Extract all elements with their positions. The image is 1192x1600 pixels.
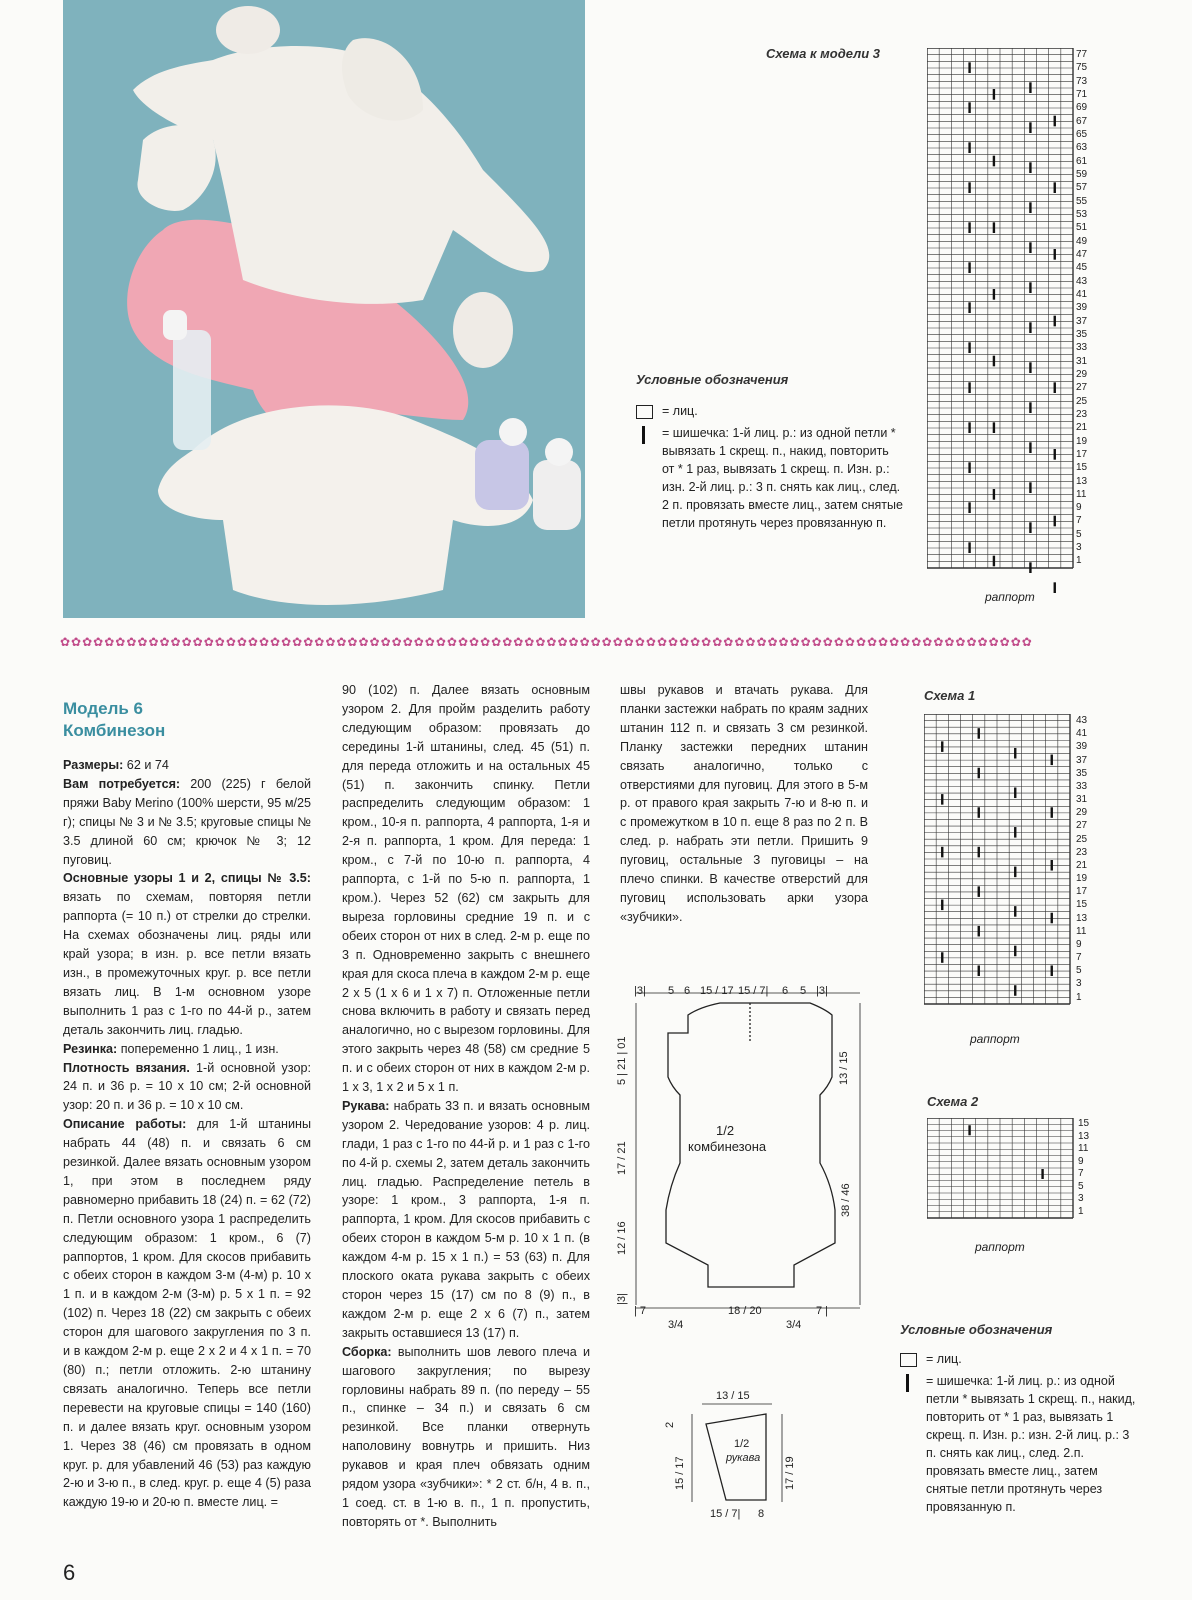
row-number: 45 [1076,262,1088,274]
model-number: Модель 6 [63,699,143,718]
column-2 [342,681,590,1532]
row-number: 41 [1076,288,1088,300]
bobble-mark [1029,82,1031,93]
row-number: 7 [1078,1168,1084,1179]
bobble-symbol-icon [906,1374,909,1392]
row-number: 59 [1076,168,1088,180]
bobble-mark [1029,362,1031,373]
bobble-mark [941,900,943,911]
body-top-dim-4: 15 / 17 [700,985,734,997]
bobble-mark [968,142,970,153]
row-number: 51 [1076,222,1088,234]
bobble-mark [968,502,970,513]
row-number: 3 [1078,1193,1084,1204]
bobble-mark [941,794,943,805]
schema1-grid [924,714,1072,1028]
bobble-mark [993,289,995,300]
row-number: 61 [1076,155,1088,167]
bobble-mark [1029,402,1031,413]
body-top-dim-5: 15 / 7| [738,985,769,997]
schema3-title: Схема к модели 3 [766,46,881,61]
row-number: 15 [1076,462,1088,474]
legend-bottom-bobble-text: = шишечка: 1-й лиц. р.: из одной петли * вывязать 1 скрещ. п., накид, повторить от * 1 раз, вывязать 1 скрещ. п. Изн. р.: изн. 2-й лиц. р.: 3 п. снять как лиц., след. 2.п. провязать вместе лиц., затем снятые петли протянуть через провязанную п. [926,1374,1136,1514]
bobble-mark [968,422,970,433]
body-bottom-dim-1: | 7 [634,1305,647,1317]
row-number: 13 [1078,1130,1090,1142]
row-number: 63 [1076,142,1088,154]
row-number: 77 [1076,49,1088,60]
patterns-text: вязать по схемам, повторяя петли раппорта (= 10 п.) от стрелки до стрелки. На схемах обозначены лиц. ряды или край узора; в изн. р. все петли вязать изн., в промежуточных круг. р. все петли вязать лиц. В 1-м основном узоре выполнить 1 раз с 1-го по 44-й р., затем деталь закончить лиц. гладью. [63,890,311,1037]
bobble-mark [978,768,980,779]
bobble-mark [941,952,943,963]
schema2-row-numbers [1078,1118,1089,1218]
rib-text: попеременно 1 лиц., 1 изн. [117,1041,279,1056]
bobble-mark [978,847,980,858]
row-number: 31 [1076,355,1088,367]
row-number: 7 [1076,515,1082,527]
gauge-text: 1-й основной узор: 24 п. и 36 р. = 10 х 10 см; 2-й основной узор: 20 п. и 36 р. = 10 х 10 см. [63,1060,311,1113]
bobble-mark [1029,322,1031,333]
bobble-mark [1041,1169,1043,1179]
row-number: 5 [1076,528,1082,540]
body-top-dim-7: 5 [800,985,807,997]
rib-label: Резинка: [63,1041,118,1056]
bobble-mark [968,302,970,313]
row-number: 71 [1076,88,1088,100]
row-number: 47 [1076,248,1088,260]
bobble-mark [993,556,995,567]
bobble-mark [1051,965,1053,976]
row-number: 73 [1076,75,1088,87]
materials-text: 200 (225) г белой пряжи Baby Merino (100% шерсти, 95 м/25 г); спицы № 3 и № 3.5; круговые спицы № 3.5 длиной 60 см; крючок № 3; 12 пуговиц. [63,776,312,867]
bobble-mark [1029,162,1031,173]
decorative-divider: ✿✿✿✿✿✿✿✿✿✿✿✿✿✿✿✿✿✿✿✿✿✿✿✿✿✿✿✿✿✿✿✿✿✿✿✿✿✿✿✿✿✿✿✿✿✿✿✿✿✿✿✿✿✿✿✿✿✿✿✿✿✿✿✿✿✿✿✿✿✿✿✿✿✿✿✿✿✿✿✿✿✿✿✿✿✿✿✿ [60,635,1033,649]
legend-bottom-knit [900,1350,1136,1368]
bobble-symbol-icon [642,426,645,444]
row-number: 69 [1076,102,1088,114]
bobble-mark [978,728,980,739]
bobble-mark [1029,442,1031,453]
legend-bottom-knit-text: = лиц. [926,1352,962,1366]
bobble-mark [1029,522,1031,533]
bobble-mark [993,89,995,100]
column-1 [63,698,311,1512]
schema2-rapport-label: раппорт [975,1240,1025,1254]
bobble-mark [1014,985,1016,996]
bobble-mark [968,262,970,273]
schema2-title: Схема 2 [927,1094,979,1109]
bobble-mark [1051,913,1053,924]
row-number: 1 [1078,1205,1084,1217]
row-number: 29 [1076,807,1088,819]
schema2-grid [927,1118,1075,1220]
row-number: 33 [1076,780,1088,792]
bobble-mark [1014,906,1016,917]
body-pattern-diagram [616,985,880,1335]
sleeves-label: Рукава: [342,1098,390,1113]
bobble-mark [1054,249,1056,260]
bobble-mark [1054,116,1056,127]
page-number: 6 [63,1560,76,1585]
sleeve-pattern-diagram [664,1390,822,1530]
bobble-mark [1014,827,1016,838]
row-number: 13 [1076,475,1088,487]
bobble-mark [968,382,970,393]
bobble-mark [1054,382,1056,393]
legend-top-title: Условные обозначения [636,372,789,387]
sleeve-label-name: рукава [726,1452,761,1464]
sizes-label: Размеры: [63,758,124,772]
row-number: 55 [1076,195,1088,207]
row-number: 75 [1076,62,1088,74]
body-bottom-dim-2: 18 / 20 [728,1305,762,1317]
body-left-dim-4: |3| [616,1293,628,1305]
bobble-mark [993,422,995,433]
patterns-label: Основные узоры 1 и 2, спицы № 3.5: [63,871,311,886]
row-number: 25 [1076,395,1088,407]
row-number: 49 [1076,235,1088,247]
bobble-mark [978,965,980,976]
row-number: 5 [1076,965,1082,977]
bobble-mark [1014,748,1016,759]
body-top-dim-1: |3| [634,985,646,997]
row-number: 11 [1078,1143,1089,1154]
row-number: 1 [1076,555,1082,567]
row-number: 11 [1076,925,1087,937]
bobble-mark [1014,946,1016,957]
column-2-paragraph: 90 (102) п. Далее вязать основным узором 2. Для пройм разделить работу следующим образом: провязать до середины 1-й штанины, след. 45 (51) п. для переда отложить и на остальных 45 (51) п. закончить спинку. Петли распределить следующим образом: 1 кром., 10-я п. раппорта, 4 раппорта, 1-я и 2-я п. раппорта, 1 кром. Для переда: 1 кром., с 7-й по 10-ю п. раппорта, 4 раппорта, с 1-й по 5-ю п. раппорта, 1 кром.). Через 52 (62) см закрыть для выреза горловины средние 19 п. и с обеих сторон от них в след. 2-м р. еще по 3 п. Одновременно закрыть с внешнего края для скоса плеча в каждом 2-м р. еще 2 х 5 (1 х 6 и 1 х 7) п. Отложенные петли снова включить в работу и связать перед аналогично, но с вырезом горловины. Для этого закрыть через 48 (58) см средние 5 п. и с обеих сторон от них в каждом 2-м р. 1 х 3, 1 х 2 и 5 х 1 п. [342,683,590,1095]
bobble-mark [1054,316,1056,327]
body-left-dim-1: 5 | 21 | 01 [616,1036,628,1085]
row-number: 11 [1076,488,1087,500]
body-right-dim-1: 13 / 15 [838,1051,850,1085]
body-label-name: комбинезона [688,1139,767,1154]
body-bottom-dim-3: 7 | [816,1305,829,1317]
bobble-mark [993,222,995,233]
row-number: 65 [1076,128,1088,140]
bobble-mark [1054,582,1056,593]
legend-top-knit-text: = лиц. [662,404,698,418]
legend-top-bobble [636,424,904,532]
bobble-mark [968,102,970,113]
row-number: 39 [1076,741,1088,753]
legend-top-knit [636,402,904,420]
assembly-text: выполнить шов левого плеча и шагового закругления; по вырезу горловины набрать 89 п. (по переду – 55 п., спинке – 34 п.) и связать 6 см резинкой. Все планки отвернуть наполовину вовнутрь и пришить. Низ рукавов и края плеч обвязать одним рядом узора «зубчики»: * 2 ст. б/н, 4 в. п., 1 соед. ст. в 1-ю в. п., 1 п. пропустить, повторять от *. Выполнить [342,1344,590,1529]
body-bottom-small-1: 3/4 [668,1319,684,1331]
row-number: 53 [1076,208,1088,220]
bobble-mark [1054,449,1056,460]
schema3-row-numbers [1076,48,1087,568]
row-number: 23 [1076,846,1088,858]
body-top-dim-8: |3| [816,985,828,997]
assembly-label: Сборка: [342,1344,392,1359]
legend-bottom [900,1350,1136,1516]
schema3-chart [927,48,1077,608]
row-number: 29 [1076,368,1088,380]
bobble-mark [968,342,970,353]
bobble-mark [1029,242,1031,253]
schema1-rapport-label: раппорт [970,1032,1020,1046]
row-number: 23 [1076,408,1088,420]
row-number: 21 [1076,859,1088,871]
bobble-mark [993,156,995,167]
legend-top-bobble-text: = шишечка: 1-й лиц. р.: из одной петли * вывязать 1 скрещ. п., накид, повторить от * 1 раз, вывязать 1 скрещ. п. Изн. р.: изн. 2-й лиц. р.: 3 п. снять как лиц., след. 2 п. провязать вместе лиц., затем снятые петли протянуть через провязанную п. [662,426,903,530]
row-number: 17 [1076,886,1088,898]
schema1-row-numbers [1076,714,1087,1004]
row-number: 37 [1076,754,1088,766]
row-number: 3 [1076,978,1082,990]
row-number: 1 [1076,991,1082,1003]
bobble-mark [993,356,995,367]
row-number: 33 [1076,342,1088,354]
baby-knitwear-photo [63,0,585,618]
bobble-mark [1054,516,1056,527]
sizes-text: 62 и 74 [123,758,169,772]
bobble-mark [1051,860,1053,871]
sleeve-left-top-dim: 2 [664,1421,676,1428]
legend-top [636,402,904,532]
body-top-dim-3: 6 [684,985,691,997]
schema1-title: Схема 1 [924,688,976,703]
body-left-dim-3: 12 / 16 [616,1221,628,1255]
body-top-dim-2: 5 [668,985,675,997]
row-number: 43 [1076,275,1088,287]
sleeve-top-dim: 13 / 15 [716,1390,750,1402]
row-number: 35 [1076,328,1088,340]
bobble-mark [968,1125,970,1135]
row-number: 19 [1076,435,1088,447]
bobble-mark [978,926,980,937]
row-number: 43 [1076,715,1088,726]
row-number: 15 [1076,899,1088,911]
bobble-mark [968,462,970,473]
body-bottom-small-2: 3/4 [786,1319,802,1331]
bobble-mark [1014,788,1016,799]
row-number: 41 [1076,728,1088,740]
row-number: 5 [1078,1180,1084,1192]
knit-symbol-icon [636,405,653,419]
body-left-dim-2: 17 / 21 [616,1141,628,1175]
bobble-mark [1029,122,1031,133]
bobble-mark [978,886,980,897]
sleeve-bottom-dim-1: 15 / 7| [710,1508,741,1520]
row-number: 39 [1076,302,1088,314]
row-number: 31 [1076,794,1088,806]
row-number: 9 [1076,502,1082,514]
bobble-mark [968,182,970,193]
knit-symbol-icon [900,1353,917,1367]
row-number: 13 [1076,912,1088,924]
bobble-mark [1029,202,1031,213]
row-number: 27 [1076,820,1088,832]
bobble-mark [1014,867,1016,878]
schema2-chart [927,1118,1075,1220]
bobble-mark [978,807,980,818]
row-number: 67 [1076,115,1088,127]
row-number: 9 [1078,1155,1084,1167]
materials-label: Вам потребуется: [63,776,181,791]
row-number: 9 [1076,938,1082,950]
description-label: Описание работы: [63,1117,187,1132]
row-number: 21 [1076,422,1088,434]
column-3 [620,681,868,927]
model-name: Комбинезон [63,721,166,740]
body-top-dim-6: 6 [782,985,789,997]
sleeve-right-dim: 17 / 19 [784,1456,796,1490]
bobble-mark [941,741,943,752]
body-label-fraction: 1/2 [716,1123,735,1138]
row-number: 17 [1076,448,1088,460]
sleeves-text: набрать 33 п. и вязать основным узором 2. Чередование узоров: 4 р. лиц. глади, 1 раз с 1-го по 44-й р. и 1 раз с 1-го по 4-й р. схемы 2, затем деталь закончить лиц. гладью. Распределение петель в узоре: 1 кром., 3 раппорта, 1-я п. раппорта, 1 кром. Для скосов прибавить с обеих сторон в каждом 5-м р. 10 х 1 п. (в каждом 4-м р. 15 х 1 п.) = 53 (63) п. Для плоского оката рукава закрыть с обеих сторон через 15 (17) см по 8 (9) п., в каждом 2-м р. еще 2 х 6 (7) п., затем закрыть оставшиеся 13 (17) п. [342,1098,590,1340]
legend-bottom-bobble [900,1372,1136,1516]
row-number: 25 [1076,833,1088,845]
body-right-dim-2: 38 / 46 [840,1183,852,1217]
sleeve-left-dim: 15 / 17 [674,1456,686,1490]
bobble-mark [1029,482,1031,493]
sleeve-label-fraction: 1/2 [734,1438,750,1450]
row-number: 57 [1076,182,1088,194]
bobble-mark [1054,182,1056,193]
row-number: 27 [1076,382,1088,394]
row-number: 19 [1076,873,1088,885]
row-number: 37 [1076,315,1088,327]
description-text: для 1-й штанины набрать 44 (48) п. и связать 6 см резинкой. Далее вязать основным узором 1, при этом в последнем ряду равномерно прибавить 18 (24) п. = 62 (72) п. Петли основного узора 1 распределить следующим образом: 1 кром., 6 (7) раппортов, 1 кром. Для скосов прибавить с обеих сторон в каждом 3-м (4-м) р. 10 х 1 п. и в каждом 2-м (3-м) р. 5 х 1 п. = 92 (102) п. Через 18 (22) см закрыть с обеих сторон для шагового закругления по 3 п. и в каждом 2-м р. еще 2 х 2 и 4 х 1 п. = 70 (80) п.; петли отложить. 2-ю штанину связать аналогично. Теперь все петли перевести на круговые спицы = 140 (160) п. и далее вязать круг. основным узором 1. Через 38 (46) см провязать в одном круг. р. для убавлений 46 (53) раз каждую 2-ю и 3-ю п., в след. круг. р. еще 4 (5) раза каждую 19-ю и 20-ю п. вместе лиц. = [63,1117,311,1510]
schema3-grid [927,48,1077,608]
bobble-mark [968,542,970,553]
row-number: 15 [1078,1118,1090,1129]
row-number: 35 [1076,767,1088,779]
row-number: 7 [1076,952,1082,964]
row-number: 3 [1076,542,1082,554]
sleeve-bottom-dim-2: 8 [758,1508,765,1520]
bobble-mark [1051,755,1053,766]
bobble-mark [968,62,970,73]
bobble-mark [1029,282,1031,293]
bobble-mark [941,847,943,858]
bobble-mark [993,489,995,500]
body-pattern-outline [620,985,880,1335]
bobble-mark [968,222,970,233]
schema3-rapport-label: раппорт [985,590,1035,604]
column-3-paragraph: швы рукавов и втачать рукава. Для планки застежки набрать по краям задних штанин 112 п. и связать 3 см резинкой. Планку застежки передних штанин связать аналогично, только с отверстиями для пуговиц. Для этого в 5-м р. от правого края закрыть 7-ю и 8-ю п. и с промежутком в 10 п. еще 8 раз по 2 п. В след. р. набрать эти петли. Пришить 9 пуговиц, остальные 3 пуговицы – на плечо спинки. В качестве отверстий для пуговиц использовать арки узора «зубчики». [620,683,868,924]
schema1-chart [924,714,1072,1028]
gauge-label: Плотность вязания. [63,1060,190,1075]
bobble-mark [1051,807,1053,818]
legend-bottom-title: Условные обозначения [900,1322,1053,1337]
bobble-mark [1029,562,1031,573]
